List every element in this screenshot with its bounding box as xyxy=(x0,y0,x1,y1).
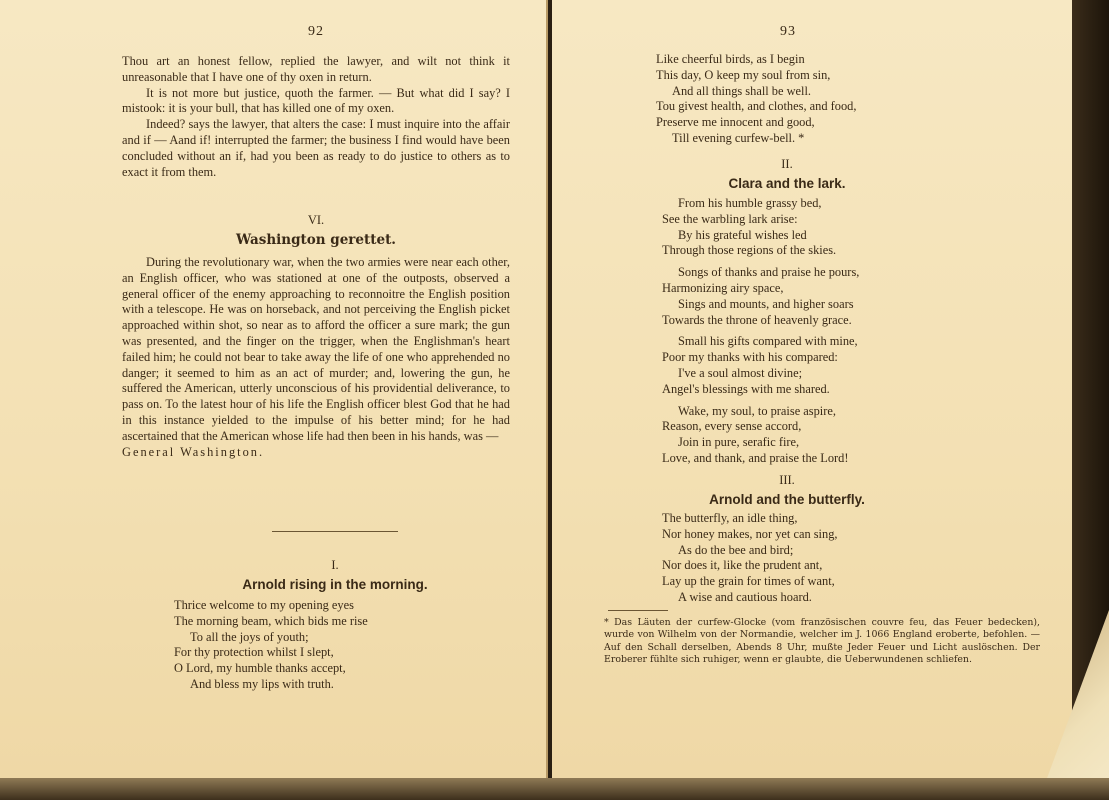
poem-line: By his grateful wishes led xyxy=(678,227,807,242)
poem-line: O Lord, my humble thanks accept, xyxy=(174,661,346,676)
poem-line: And all things shall be well. xyxy=(672,83,812,98)
poem-line: Like cheerful birds, as I begin xyxy=(656,52,805,66)
poem-line: Small his gifts compared with mine, xyxy=(678,334,858,349)
poem-line: Through those regions of the skies. xyxy=(662,243,837,258)
poem-line: Till evening curfew-bell. * xyxy=(672,130,805,145)
poem-line: For thy protection whilst I slept, xyxy=(174,645,334,660)
section-divider xyxy=(272,531,398,532)
poem-arnold-butterfly xyxy=(662,511,838,606)
section-title-washington: Washington gerettet. xyxy=(235,232,397,248)
stanza xyxy=(662,265,859,328)
poem-line: As do the bee and bird; xyxy=(678,542,794,557)
footnote-divider xyxy=(608,610,668,611)
paragraph: Indeed? says the lawyer, that alters the case: I must inquire into the affair and if — Aand if! interrupted the farmer; the business I find would have been concluded without an if, had you been as ready to do justice to others as to exact it from them. xyxy=(122,117,510,179)
paragraph: Thou art an honest fellow, replied the lawyer, and wilt not think it unreasonable that I have one of thy oxen in return. xyxy=(122,54,510,84)
paragraph: During the revolutionary war, when the two armies were near each other, an English officer, who was stationed at one of the outposts, observed a general officer of the enemy approaching to reconnoitre the English position with a telescope. He was on horseback, and not perceiving the English picket approached within shot, so near as to afford the officer a sure mark; the gun was presented, and the finger on the trigger, when the Englishman's heart failed him; he could not bear to take away the life of one who apprehended no danger; it seemed to him as an act of murder; and, lowering the gun, he suffered the American, utterly unconscious of his providential deliverance, to pass on. To the latest hour of his life the English officer blest God that he had in this instance yielded to the impulse of his better mind; for he had ascertained that the American whose life had then been in his hands, was — xyxy=(122,255,510,443)
poem-arnold-morning-continued xyxy=(656,52,856,147)
poem-line: And bless my lips with truth. xyxy=(190,676,334,691)
poem-line: Love, and thank, and praise the Lord! xyxy=(662,450,849,465)
stanza xyxy=(662,404,859,467)
poem-line: Thrice welcome to my opening eyes xyxy=(174,598,354,612)
poem-line: See the warbling lark arise: xyxy=(662,211,798,226)
section-numeral-vi: VI. xyxy=(307,213,325,227)
poem-line: To all the joys of youth; xyxy=(190,629,309,644)
left-page xyxy=(0,0,548,778)
poem-line: Songs of thanks and praise he pours, xyxy=(678,265,860,280)
poem-line: Nor honey makes, nor yet can sing, xyxy=(662,526,838,541)
poem-line: Reason, every sense accord, xyxy=(662,419,802,434)
poem-numeral-i: I. xyxy=(331,558,339,572)
lawyer-story-text xyxy=(122,54,510,180)
poem-title-arnold-morning: Arnold rising in the morning. xyxy=(242,577,428,592)
stanza xyxy=(662,334,859,397)
poem-arnold-morning xyxy=(174,598,368,693)
poem-line: Harmonizing airy space, xyxy=(662,280,784,295)
book-bottom-edge xyxy=(0,778,1109,800)
poem-clara-lark xyxy=(662,196,859,473)
paragraph: It is not more but justice, quoth the farmer. — But what did I say? I mistook: it is your bull, that has killed one of my oxen. xyxy=(122,85,510,116)
stanza xyxy=(662,196,859,259)
footnote-curfew: * Das Läuten der curfew-Glocke (vom französischen couvre feu, das Feuer bedecken), wurde von Wilhelm von der Normandie, welcher im J. 1066 England eroberte, befohlen. — Auf den Schall derselben, Abends 8 Uhr, mußte Jeder Feuer und Licht auslöschen. Der Eroberer fühlte sich ruhiger, wenn er glaubte, die Ueberwundenen schliefen. xyxy=(604,617,1040,666)
poem-line: Poor my thanks with his compared: xyxy=(662,350,838,365)
poem-numeral-iii: III. xyxy=(779,473,795,487)
page-number-left: 92 xyxy=(308,24,324,39)
poem-title-clara-lark: Clara and the lark. xyxy=(728,176,846,191)
poem-line: Tou givest health, and clothes, and food, xyxy=(656,99,857,114)
poem-line: I've a soul almost divine; xyxy=(678,365,803,380)
poem-line: Angel's blessings with me shared. xyxy=(662,381,830,396)
poem-line: Nor does it, like the prudent ant, xyxy=(662,558,823,573)
poem-numeral-ii: II. xyxy=(781,157,793,171)
signature-line: General Washington. xyxy=(122,444,265,459)
poem-line: Towards the throne of heavenly grace. xyxy=(662,312,852,327)
poem-title-arnold-butterfly: Arnold and the butterfly. xyxy=(709,492,865,507)
poem-line: Join in pure, serafic fire, xyxy=(678,435,800,450)
poem-line: The morning beam, which bids me rise xyxy=(174,613,368,628)
poem-line: Lay up the grain for times of want, xyxy=(662,574,835,589)
poem-line: This day, O keep my soul from sin, xyxy=(656,67,831,82)
poem-line: The butterfly, an idle thing, xyxy=(662,511,798,525)
poem-line: Wake, my soul, to praise aspire, xyxy=(678,403,836,418)
poem-line: From his humble grassy bed, xyxy=(678,196,822,210)
washington-story-text xyxy=(122,255,510,460)
poem-line: Sings and mounts, and higher soars xyxy=(678,296,854,311)
right-page xyxy=(552,0,1072,778)
poem-line: A wise and cautious hoard. xyxy=(678,589,812,604)
poem-line: Preserve me innocent and good, xyxy=(656,115,815,130)
page-number-right: 93 xyxy=(780,24,796,39)
